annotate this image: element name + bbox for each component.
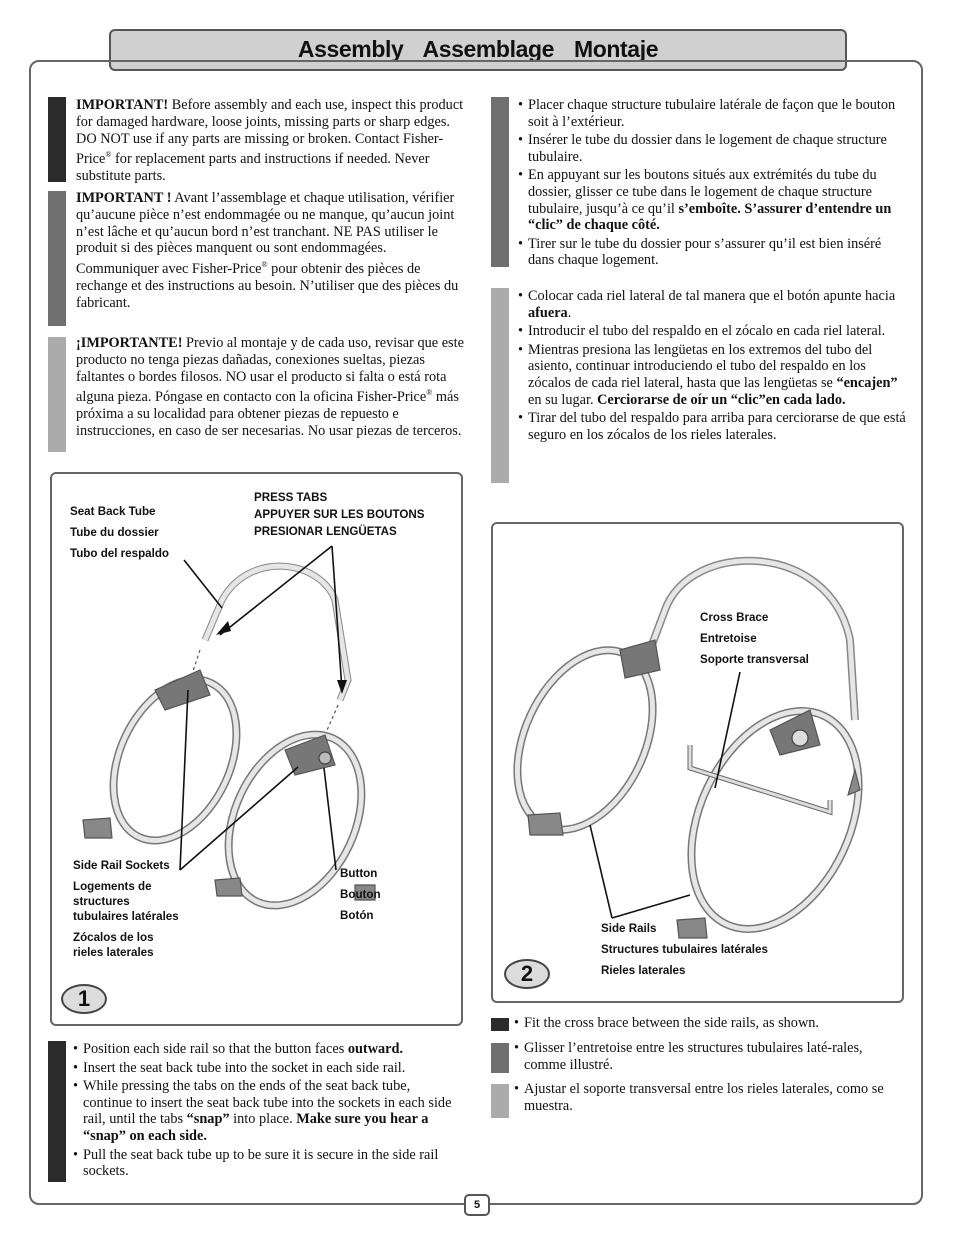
step-number-1: 1 <box>61 984 107 1014</box>
language-bar-en-step2 <box>491 1018 509 1031</box>
instruction-item: • Placer chaque structure tubulaire latérale de façon que le bouton soit à l’extérieur. <box>518 97 910 130</box>
instruction-item: • Tirar del tubo del respaldo para arriba para cerciorarse de que está seguro en los zócalos de los rieles laterales. <box>518 410 910 443</box>
instruction-item: • While pressing the tabs on the ends of the seat back tube, continue to insert the seat back tube into the sockets in each side rail, until the tabs “snap” into place. Make sure you hear a “snap” on each side. <box>73 1078 458 1144</box>
instruction-item: • Mientras presiona las lengüetas en los extremos del tubo del asiento, continuar introduciendo el tubo del respaldo en los zócalos de cada riel lateral, hasta que las lengüetas se “encajen” en su lugar. Cerciorarse de oír un “clic”en cada lado. <box>518 342 910 408</box>
label-button: Button Bouton Botón <box>340 867 381 922</box>
important-es: ¡IMPORTANTE! Previo al montaje y de cada uso, revisar que este producto no tenga piezas dañadas, conexiones sueltas, piezas faltantes o bordes filosos. NO usar el producto si falta o está rota alguna pieza. Póngase en contacto con la oficina Fisher-Price® más próxima a su localidad para obtener piezas de repuesto e instrucciones, en caso de ser necesarias. No usar piezas de terceros. <box>76 335 464 439</box>
important-fr: IMPORTANT ! Avant l’assemblage et chaque utilisation, vérifier qu’aucune pièce n’est endommagée ou ne manque, qu’aucun joint n’est lâche et qu’aucun bord n’est tranchant. NE PAS utiliser le produit si des pièces manquent ou sont endommagées. Communiquer avec Fisher-Price® pour obtenir des pièces de rechange et des instructions au besoin. N’utiliser que des pièces du fabricant. <box>76 190 459 311</box>
instruction-item: • Insérer le tube du dossier dans le logement de chaque structure tubulaire. <box>518 132 910 165</box>
important-heading-fr: IMPORTANT ! <box>76 190 172 206</box>
label-side-rails: Side Rails Structures tubulaires latérales Rieles laterales <box>601 922 768 977</box>
instruction-item: • Position each side rail so that the button faces outward. <box>73 1041 458 1058</box>
instruction-item: • Pull the seat back tube up to be sure it is secure in the side rail sockets. <box>73 1147 458 1180</box>
step2-instruction-fr: • Glisser l’entretoise entre les structures tubulaires laté-rales, comme illustré. <box>514 1040 899 1075</box>
language-bar-fr-step2 <box>491 1043 509 1073</box>
step2-instruction-en: • Fit the cross brace between the side rails, as shown. <box>514 1015 904 1034</box>
language-bar-es-step2 <box>491 1084 509 1118</box>
important-heading-es: ¡IMPORTANTE! <box>76 335 183 351</box>
instruction-item: • Tirer sur le tube du dossier pour s’assurer qu’il est bien inséré dans chaque logement. <box>518 236 910 269</box>
step2-instruction-es: • Ajustar el soporte transversal entre los rieles laterales, como se muestra. <box>514 1081 899 1116</box>
instruction-item: • Introducir el tubo del respaldo en el zócalo en cada riel lateral. <box>518 323 910 340</box>
step-number-2: 2 <box>504 959 550 989</box>
page-number: 5 <box>464 1194 490 1216</box>
label-press-tabs: PRESS TABS APPUYER SUR LES BOUTONS PRESIONAR LENGÜETAS <box>254 491 425 538</box>
instruction-item: • En appuyant sur les boutons situés aux extrémités du tube du dossier, glisser ce tube dans le logement de chaque structure tubulaire, jusqu’à ce qu’il s’emboîte. S’assurer d’entendre un “clic” de chaque côté. <box>518 167 910 233</box>
instruction-item: • Colocar cada riel lateral de tal manera que el botón apunte hacia afuera. <box>518 288 910 321</box>
important-en: IMPORTANT! Before assembly and each use, inspect this product for damaged hardware, loose joints, missing parts or sharp edges. DO NOT use if any parts are missing or broken. Contact Fisher-Price® for replacement parts and instructions if needed. Never substitute parts. <box>76 97 464 184</box>
label-seat-back-tube: Seat Back Tube Tube du dossier Tubo del respaldo <box>70 505 169 560</box>
label-cross-brace: Cross Brace Entretoise Soporte transversal <box>700 611 809 666</box>
label-side-rail-sockets: Side Rail Sockets Logements de structures tubulaires latérales Zócalos de los rieles laterales <box>73 859 179 959</box>
instruction-item: • Insert the seat back tube into the socket in each side rail. <box>73 1060 458 1077</box>
important-heading-en: IMPORTANT! <box>76 97 169 113</box>
page-title: Assembly Assemblage Montaje <box>297 36 659 62</box>
